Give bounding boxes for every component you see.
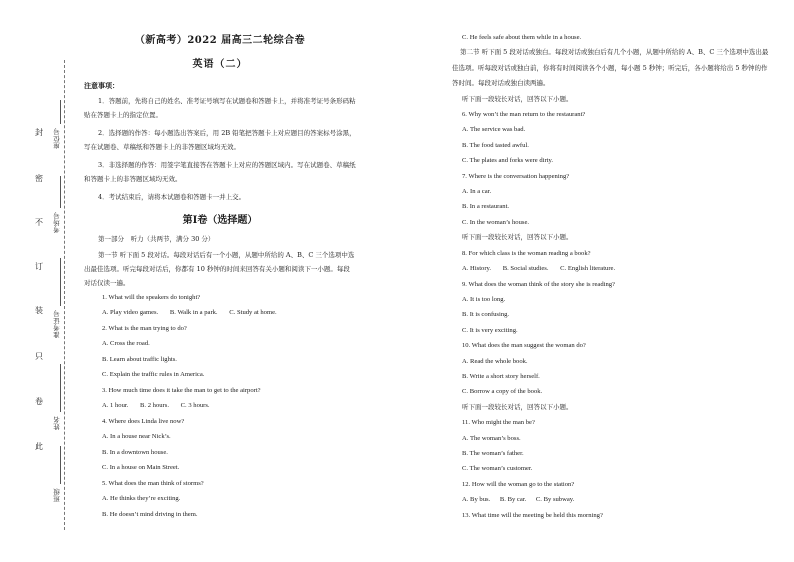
option: B. In a restaurant. [462, 203, 510, 211]
option: B. In a downtown house. [102, 448, 168, 456]
option: C. He feels safe about them while in a house. [462, 34, 582, 41]
seal-char: 订 [35, 262, 43, 271]
option: C. 3 hours. [180, 402, 210, 410]
option: A. By bus. [462, 496, 491, 504]
option: A. The service was bad. [462, 126, 526, 134]
question-3-options [84, 398, 356, 414]
name-line [60, 364, 61, 412]
note-item: 1．答题前，先将自己的姓名、准考证号填写在试题卷和答题卡上，并将准考证号条形码粘贴在答题卡上的指定位置。 [84, 97, 356, 120]
seal-char: 此 [35, 442, 43, 451]
option: C. The plates and forks were dirty. [462, 157, 554, 165]
question-4: 4. Where does Linda live now? [102, 417, 185, 425]
seal-char: 卷 [35, 397, 43, 406]
note-item: 3．非选择题的作答：用签字笔直接答在答题卡上对应的答题区域内。写在试题卷、草稿纸和答题卡上的非答题区域均无效。 [84, 161, 356, 184]
admission-number-line [60, 258, 61, 306]
option: C. Study at home. [229, 309, 277, 317]
option: A. In a house near Nick’s. [102, 433, 171, 441]
exam-title: （新高考）2022 届高三二轮综合卷 [134, 35, 306, 46]
left-column [84, 30, 356, 522]
question-8-options [452, 261, 772, 276]
seal-char: 密 [35, 174, 43, 183]
option: A. Play video games. [102, 309, 159, 317]
question-10: 10. What does the man suggest the woman do? [462, 342, 586, 350]
option: B. It is confusing. [462, 311, 510, 319]
option: C. Explain the traffic rules in America. [102, 371, 205, 379]
binding-cut-line [64, 60, 65, 530]
question-1: 1. What will the speakers do tonight? [102, 293, 201, 301]
option: A. In a car. [462, 188, 492, 196]
seal-char: 装 [35, 306, 43, 315]
section1-instructions: 第一节 听下面 5 段对话。每段对话后有一个小题，从题中所给的 A、B、C 三个选项中选出最佳选项。听完每段对话后，你都有 10 秒钟的时间来回答有关小题和阅读下一小题。每段对话仅读一遍。 [84, 250, 355, 287]
class-label: 班级 [53, 488, 61, 502]
exam-room-label: 考场号 [53, 212, 61, 233]
exam-subtitle: 英语（二） [192, 58, 248, 70]
option: A. It is too long. [462, 295, 506, 303]
section2-instructions: 第二节 听下面 5 段对话或独白。每段对话或独白后有几个小题，从题中所给的 A、B、C 三个选项中选出最佳选项。听每段对话或独白前，你将有时间阅读各个小题，每小题 5 秒钟；听完后，各小题将给出 5 秒钟的作答时间。每段对话或独白读两遍。 [452, 48, 769, 88]
seal-char: 只 [35, 352, 43, 361]
right-column [452, 30, 772, 523]
option: B. 2 hours. [140, 402, 169, 410]
question-12-options [452, 492, 772, 507]
section-heading: 第Ⅰ卷（选择题） [182, 215, 258, 227]
option: B. By car. [499, 496, 527, 504]
question-5: 5. What does the man think of storms? [102, 479, 204, 487]
admission-number-label: 准考证号 [53, 310, 61, 338]
seal-char: 不 [35, 218, 43, 227]
question-9: 9. What does the woman think of the story she is reading? [462, 280, 615, 288]
option: B. Walk in a park. [169, 309, 218, 317]
listening-prompt: 听下面一段较长对话，回答以下小题。 [462, 94, 573, 103]
option: B. The woman’s father. [462, 449, 524, 457]
option: C. It is very exciting. [462, 326, 518, 334]
option: B. Write a short story herself. [462, 372, 540, 380]
option: C. In a house on Main Street. [102, 464, 180, 472]
question-13: 13. What time will the meeting be held this morning? [462, 511, 603, 519]
seat-number-label: 座位号 [53, 128, 61, 149]
option: C. The woman’s customer. [462, 465, 533, 473]
listening-prompt: 听下面一段较长对话，回答以下小题。 [462, 402, 573, 411]
note-item: 4．考试结束后，请将本试题卷和答题卡一并上交。 [98, 193, 246, 202]
question-3: 3. How much time does it take the man to get to the airport? [102, 386, 261, 394]
option: C. In the woman’s house. [462, 218, 530, 226]
name-label: 姓名 [53, 416, 61, 430]
part-heading: 第一部分 听力（共两节，满分 30 分） [98, 234, 215, 243]
option: C. English literature. [560, 265, 616, 273]
option: A. Read the whole book. [462, 357, 528, 365]
option: B. The food tasted awful. [462, 141, 529, 149]
option: B. Learn about traffic lights. [102, 355, 177, 363]
option: B. Social studies. [502, 265, 549, 273]
seat-number-line [60, 100, 61, 124]
option: A. 1 hour. [102, 402, 129, 410]
question-12: 12. How will the woman go to the station? [462, 480, 575, 488]
option: C. Borrow a copy of the book. [462, 388, 543, 396]
question-1-options [84, 305, 356, 321]
question-8: 8. For which class is the woman reading a book? [462, 249, 591, 257]
seal-char: 封 [35, 128, 43, 137]
option: C. By subway. [535, 496, 575, 504]
exam-room-line [60, 176, 61, 208]
option: B. He doesn’t mind driving in them. [102, 510, 198, 518]
notes-heading: 注意事项： [84, 81, 119, 90]
note-item: 2．选择题的作答：每小题选出答案后，用 2B 铅笔把答题卡上对应题目的答案标号涂黑，写在试题卷、草稿纸和答题卡上的非答题区域均无效。 [84, 129, 356, 152]
class-line [60, 446, 61, 484]
option: A. Cross the road. [102, 340, 150, 348]
question-6: 6. Why won’t the man return to the restaurant? [462, 111, 586, 119]
option: A. History. [462, 265, 492, 273]
question-7: 7. Where is the conversation happening? [462, 172, 570, 180]
question-11: 11. Who might the man be? [462, 419, 535, 427]
question-2: 2. What is the man trying to do? [102, 324, 187, 332]
option: A. He thinks they’re exciting. [102, 495, 181, 503]
listening-prompt: 听下面一段较长对话，回答以下小题。 [462, 233, 573, 242]
option: A. The woman’s boss. [462, 434, 521, 442]
